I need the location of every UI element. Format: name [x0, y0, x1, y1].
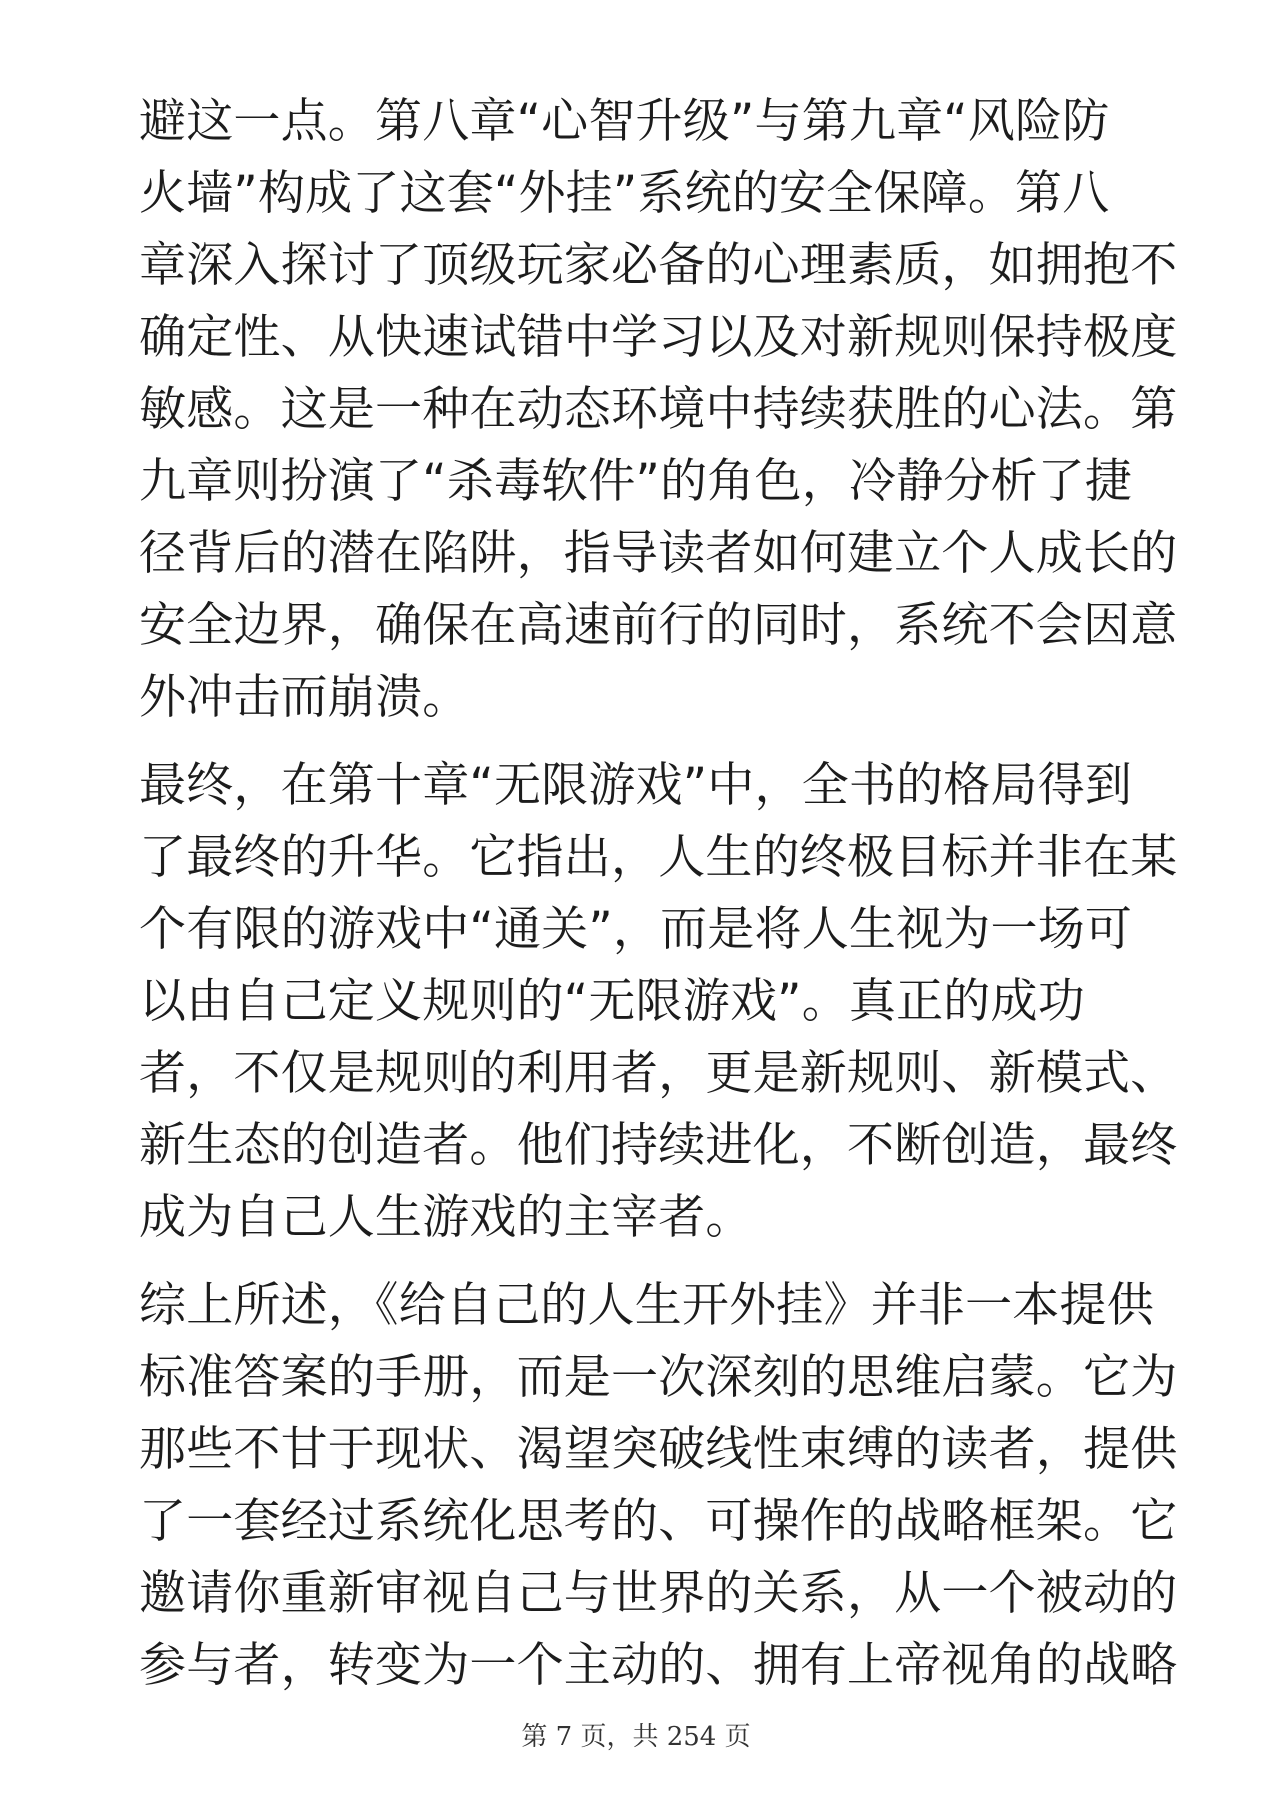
- text-line: 章深入探讨了顶级玩家必备的心理素质，如拥抱不: [139, 238, 1178, 293]
- text-line: 敏感。这是一种在动态环境中持续获胜的心法。第: [139, 382, 1178, 437]
- text-line: 避这一点。第八章“心智升级”与第九章“风险防: [139, 94, 1110, 149]
- text-line: 径背后的潜在陷阱，指导读者如何建立个人成长的: [139, 526, 1178, 581]
- text-line: 最终，在第十章“无限游戏”中，全书的格局得到: [139, 758, 1133, 813]
- text-line: 火墙”构成了这套“外挂”系统的安全保障。第八: [139, 166, 1110, 221]
- text-line: 个有限的游戏中“通关”，而是将人生视为一场可: [139, 902, 1133, 957]
- paragraph-1: [139, 86, 1178, 734]
- text-line: 综上所述，《给自己的人生开外挂》并非一本提供: [139, 1278, 1154, 1333]
- text-line: 成为自己人生游戏的主宰者。: [139, 1190, 753, 1245]
- document-body: [139, 86, 1178, 1718]
- text-line: 新生态的创造者。他们持续进化，不断创造，最终: [139, 1118, 1178, 1173]
- page-number-footer: 第 7 页，共 254 页: [521, 1722, 751, 1752]
- text-line: 邀请你重新审视自己与世界的关系，从一个被动的: [139, 1566, 1178, 1621]
- text-line: 确定性、从快速试错中学习以及对新规则保持极度: [139, 310, 1178, 365]
- text-line: 那些不甘于现状、渴望突破线性束缚的读者，提供: [139, 1422, 1178, 1477]
- text-line: 者，不仅是规则的利用者，更是新规则、新模式、: [139, 1046, 1178, 1101]
- paragraph-3: [139, 1270, 1178, 1702]
- text-line: 了最终的升华。它指出，人生的终极目标并非在某: [139, 830, 1178, 885]
- text-line: 参与者，转变为一个主动的、拥有上帝视角的战略: [139, 1638, 1178, 1693]
- text-line: 标准答案的手册，而是一次深刻的思维启蒙。它为: [139, 1350, 1178, 1405]
- paragraph-2: [139, 750, 1178, 1254]
- text-line: 安全边界，确保在高速前行的同时，系统不会因意: [139, 598, 1178, 653]
- text-line: 以由自己定义规则的“无限游戏”。真正的成功: [139, 974, 1085, 1029]
- text-line: 九章则扮演了“杀毒软件”的角色，冷静分析了捷: [139, 454, 1133, 509]
- text-line: 了一套经过系统化思考的、可操作的战略框架。它: [139, 1494, 1178, 1549]
- text-line: 外冲击而崩溃。: [139, 670, 470, 725]
